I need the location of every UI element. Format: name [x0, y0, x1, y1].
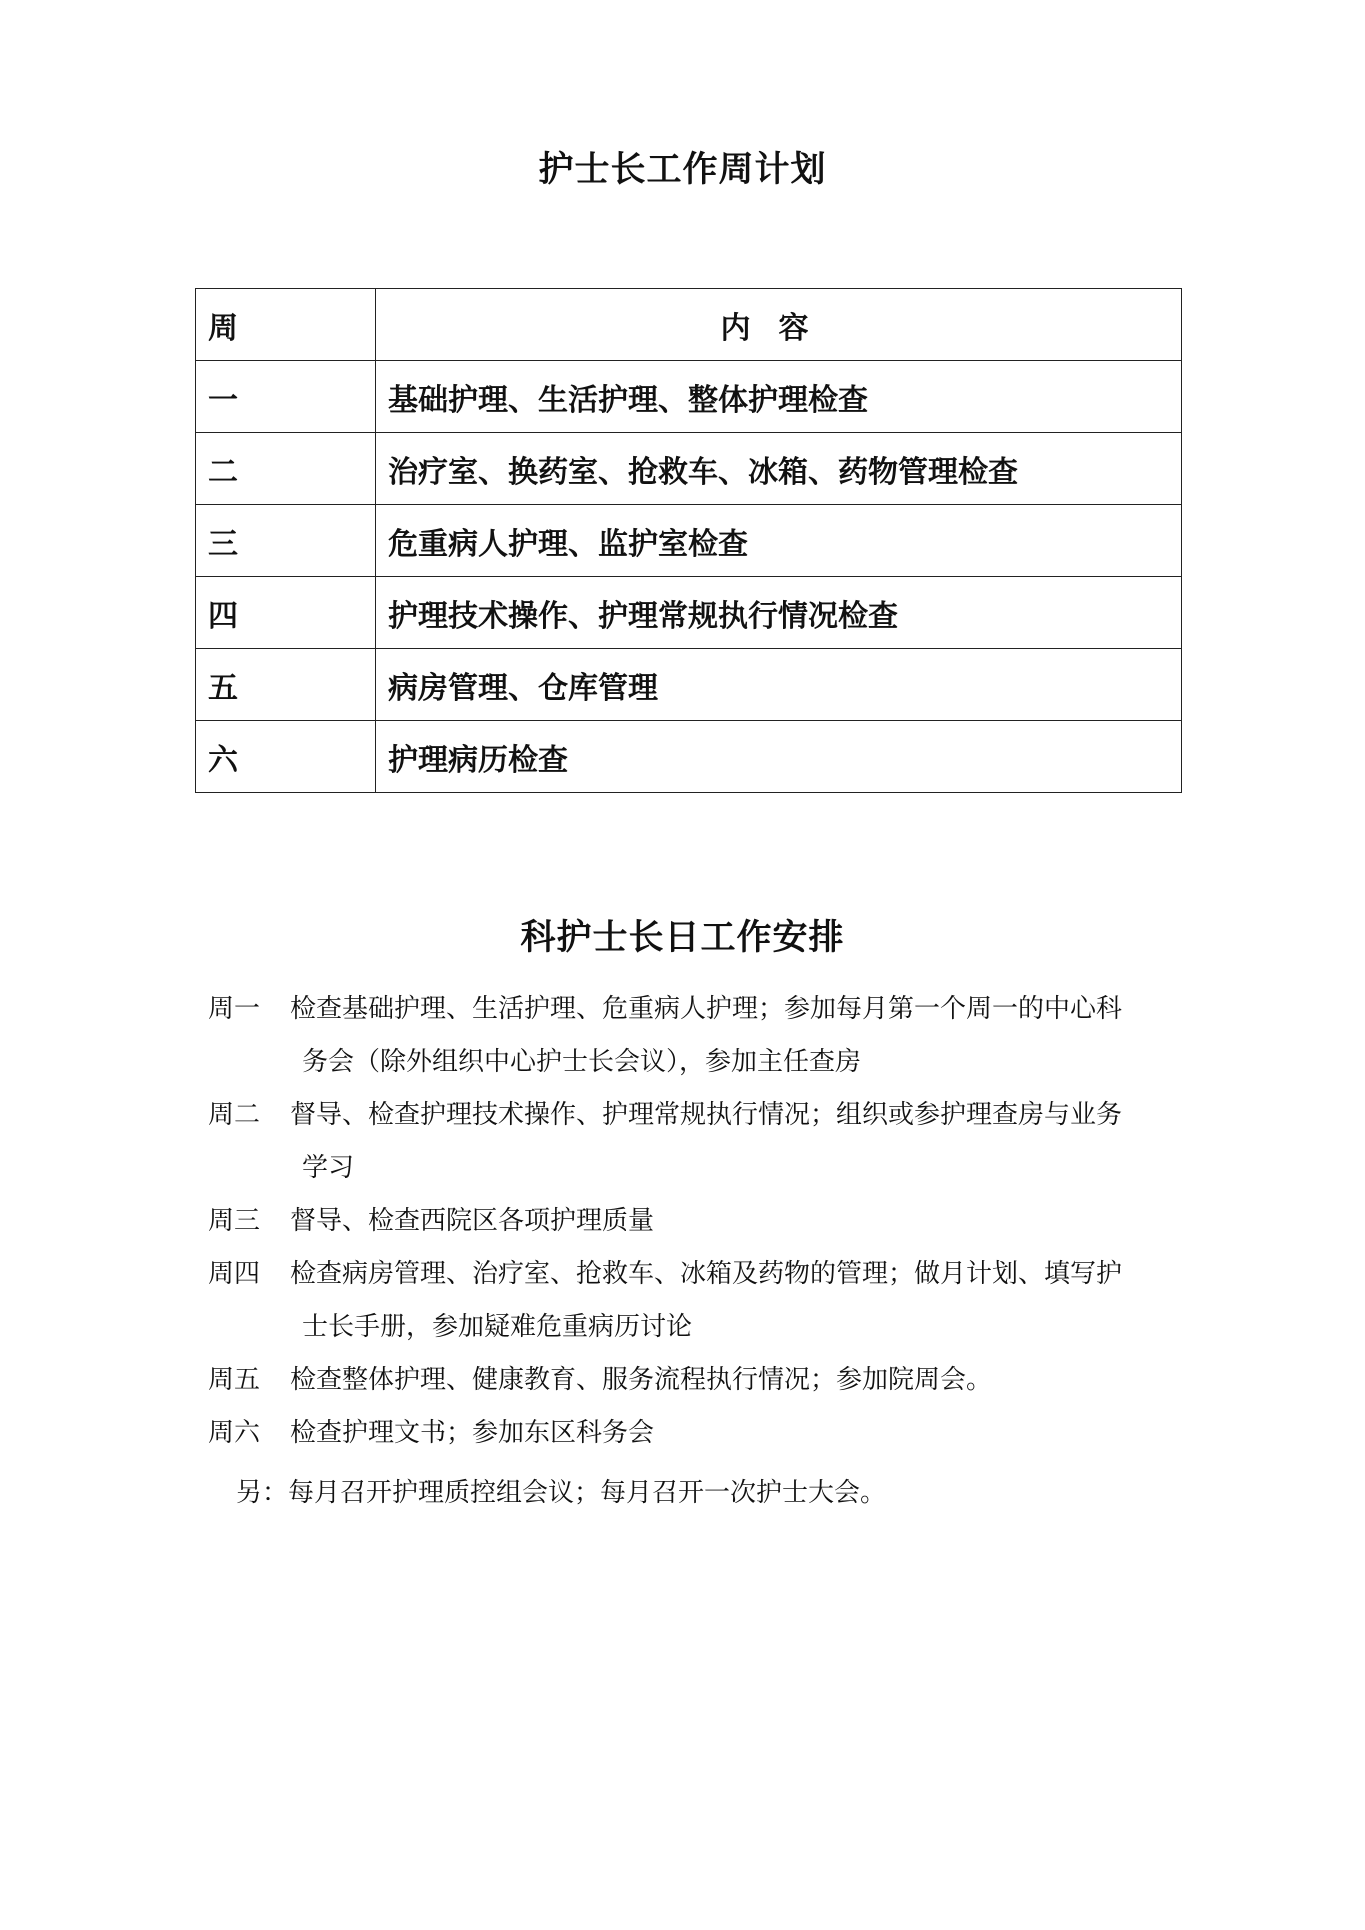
row-day: 一 — [196, 361, 376, 433]
row-content: 危重病人护理、监护室检查 — [376, 505, 1182, 577]
daily-task-text — [290, 1089, 1183, 1195]
table-row — [196, 505, 1182, 577]
row-content: 病房管理、仓库管理 — [376, 649, 1182, 721]
list-item — [208, 1248, 1183, 1354]
daily-task-line-cont: 士长手册，参加疑难危重病历讨论 — [302, 1312, 693, 1342]
daily-task-text — [290, 1248, 1183, 1354]
daily-day-label: 周一 — [208, 994, 261, 1024]
list-item — [208, 1407, 1183, 1460]
daily-day-label: 周四 — [208, 1259, 261, 1289]
daily-day-label: 周三 — [208, 1206, 261, 1236]
list-item — [208, 1089, 1183, 1195]
daily-task-line-cont: 务会（除外组织中心护士长会议），参加主任查房 — [302, 1047, 862, 1077]
row-content: 护理技术操作、护理常规执行情况检查 — [376, 577, 1182, 649]
table-row — [196, 721, 1182, 793]
daily-task-line: 检查整体护理、健康教育、服务流程执行情况；参加院周会。 — [290, 1365, 993, 1395]
weekly-plan-title: 护士长工作周计划 — [538, 149, 827, 190]
table-row — [196, 361, 1182, 433]
row-content: 基础护理、生活护理、整体护理检查 — [376, 361, 1182, 433]
list-item — [208, 1195, 1183, 1248]
daily-task-line: 督导、检查西院区各项护理质量 — [290, 1206, 655, 1236]
row-day: 四 — [196, 577, 376, 649]
row-day: 三 — [196, 505, 376, 577]
table-row — [196, 577, 1182, 649]
daily-day-label: 周五 — [208, 1365, 261, 1395]
daily-task-text — [290, 1354, 1183, 1407]
daily-task-text — [290, 1407, 1183, 1460]
row-day: 二 — [196, 433, 376, 505]
list-item — [208, 1354, 1183, 1407]
list-item — [208, 983, 1183, 1089]
daily-task-line: 检查病房管理、治疗室、抢救车、冰箱及药物的管理；做月计划、填写护 — [290, 1259, 1123, 1289]
daily-task-line: 督导、检查护理技术操作、护理常规执行情况；组织或参护理查房与业务 — [290, 1100, 1123, 1130]
header-content: 内容 — [376, 289, 1182, 361]
row-content: 治疗室、换药室、抢救车、冰箱、药物管理检查 — [376, 433, 1182, 505]
header-day: 周 — [196, 289, 376, 361]
daily-task-text — [290, 983, 1183, 1089]
daily-task-line-cont: 学习 — [302, 1153, 355, 1183]
daily-plan-title: 科护士长日工作安排 — [520, 917, 845, 958]
row-content: 护理病历检查 — [376, 721, 1182, 793]
daily-plan-note: 另：每月召开护理质控组会议；每月召开一次护士大会。 — [236, 1478, 887, 1508]
row-day: 六 — [196, 721, 376, 793]
table-row — [196, 433, 1182, 505]
daily-task-text — [290, 1195, 1183, 1248]
daily-day-label: 周六 — [208, 1418, 261, 1448]
daily-day-label: 周二 — [208, 1100, 261, 1130]
daily-task-line: 检查基础护理、生活护理、危重病人护理；参加每月第一个周一的中心科 — [290, 994, 1123, 1024]
weekly-plan-table — [195, 288, 1182, 793]
table-row — [196, 649, 1182, 721]
row-day: 五 — [196, 649, 376, 721]
daily-task-line: 检查护理文书；参加东区科务会 — [290, 1418, 655, 1448]
daily-plan-list — [208, 983, 1183, 1460]
table-header-row — [196, 289, 1182, 361]
